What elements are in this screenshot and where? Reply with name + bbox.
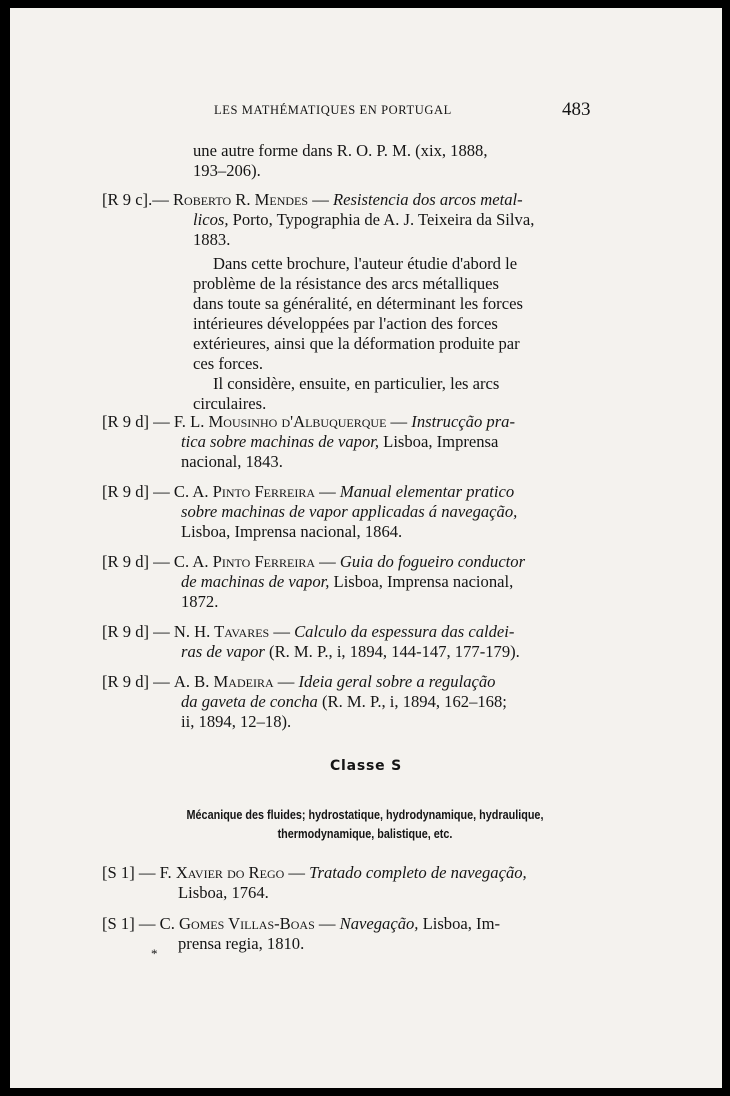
bib-entry: [R 9 d] — F. L. Mousinho d'Albuquerque — Instrucção pra- tica sobre machinas de vapor, Lisboa, Imprensa nacional, 1843. (102, 412, 515, 471)
entry-author: C. A. Pinto Ferreira (173, 552, 316, 571)
entry-author: F. L. Mousinho d'Albuquerque (173, 412, 387, 431)
entry-line: licos, Porto, Typographia de A. J. Teixeira da Silva, (193, 210, 535, 229)
entry-title: Guia do fogueiro conductor (339, 552, 526, 571)
continuation-line: une autre forme dans R. O. P. M. (xix, 1888, (193, 141, 488, 160)
entry-author: N. H. Tavares (173, 622, 270, 641)
entry-title: ras de vapor (181, 642, 265, 661)
entry-ref: [R 9 d] — (102, 622, 174, 641)
entry-ref: [R 9 d] — (102, 552, 174, 571)
running-head (10, 101, 722, 123)
entry-title: sobre machinas de vapor applicadas á navegação, (181, 502, 518, 521)
entry-ref: [R 9 d] — (102, 672, 174, 691)
bib-entry: [R 9 d] — C. A. Pinto Ferreira — Guia do fogueiro conductor de machinas de vapor, Lisboa, Imprensa nacional, 1872. (102, 552, 526, 611)
continuation-line: 193–206). (193, 161, 261, 180)
class-heading: Classe S (329, 758, 403, 774)
entry-title: Ideia geral sobre a regulação (298, 672, 496, 691)
entry-title: Instrucção pra- (411, 412, 515, 431)
entry-ref: [R 9 d] — (102, 482, 174, 501)
bib-entry: [R 9 d] — N. H. Tavares — Calculo da espessura das caldei- ras de vapor (R. M. P., i, 1894, 144-147, 177-179). (102, 622, 520, 661)
entry-ref: [S 1] — (102, 863, 160, 882)
book-page (10, 8, 722, 1088)
entry-author: C. A. Pinto Ferreira (173, 482, 316, 501)
entry-author: C. Gomes Villas-Boas (159, 914, 315, 933)
entry-author: Roberto R. Mendes (172, 190, 309, 209)
running-title: LES MATHÉMATIQUES EN PORTUGAL (214, 103, 452, 117)
entry-title: Calculo da espessura das caldei- (294, 622, 515, 641)
entry-title: de machinas de vapor, (181, 572, 330, 591)
entry-ref: [S 1] — (102, 914, 160, 933)
page-number: 483 (562, 99, 591, 120)
entry-title: Resistencia dos arcos metal- (332, 190, 523, 209)
entry-title: Navegação, (339, 914, 419, 933)
continuation-text (193, 141, 588, 181)
entry-year: 1883. (193, 230, 231, 249)
entry-author: F. Xavier do Rego (159, 863, 285, 882)
entry-title: tica sobre machinas de vapor, (181, 432, 380, 451)
asterisk-mark: * (151, 946, 158, 961)
entry-first-line: [R 9 c].— Roberto R. Mendes — Resistencia dos arcos metal- (102, 190, 523, 209)
entry-ref: [R 9 d] — (102, 412, 174, 431)
bib-entry-mendes (102, 190, 580, 250)
entry-title: Manual elementar pratico (339, 482, 515, 501)
entry-title: da gaveta de concha (181, 692, 318, 711)
entry-author: A. B. Madeira (173, 672, 274, 691)
entry-title: Tratado completo de navegação, (309, 863, 527, 882)
mendes-description: Dans cette brochure, l'auteur étudie d'abord le problème de la résistance des arcs métalliques dans toute sa généralité, en déterminant les forces intérieures développées par l'action des forces extérieures, ainsi que la déformation produite par ces forces. Il considère, ensuite, en particulier, les arcs circulaires. (193, 254, 523, 413)
bib-entry: [R 9 d] — A. B. Madeira — Ideia geral sobre a regulação da gaveta de concha (R. M. P., i, 1894, 162–168; ii, 1894, 12–18). (102, 672, 507, 731)
entry-ref: [R 9 c].— (102, 190, 173, 209)
entry-title: licos, (193, 210, 229, 229)
class-description: Mécanique des fluides; hydrostatique, hydrodynamique, hydraulique, thermodynamique, balistique, etc. (186, 807, 544, 841)
bib-entry: [S 1] — F. Xavier do Rego — Tratado completo de navegação, Lisboa, 1764. (102, 863, 527, 902)
bib-entry: [R 9 d] — C. A. Pinto Ferreira — Manual elementar pratico sobre machinas de vapor applicadas á navegação, Lisboa, Imprensa nacional, 1864. (102, 482, 518, 541)
bib-entry: [S 1] — C. Gomes Villas-Boas — Navegação, Lisboa, Im- prensa regia, 1810. (102, 914, 501, 953)
